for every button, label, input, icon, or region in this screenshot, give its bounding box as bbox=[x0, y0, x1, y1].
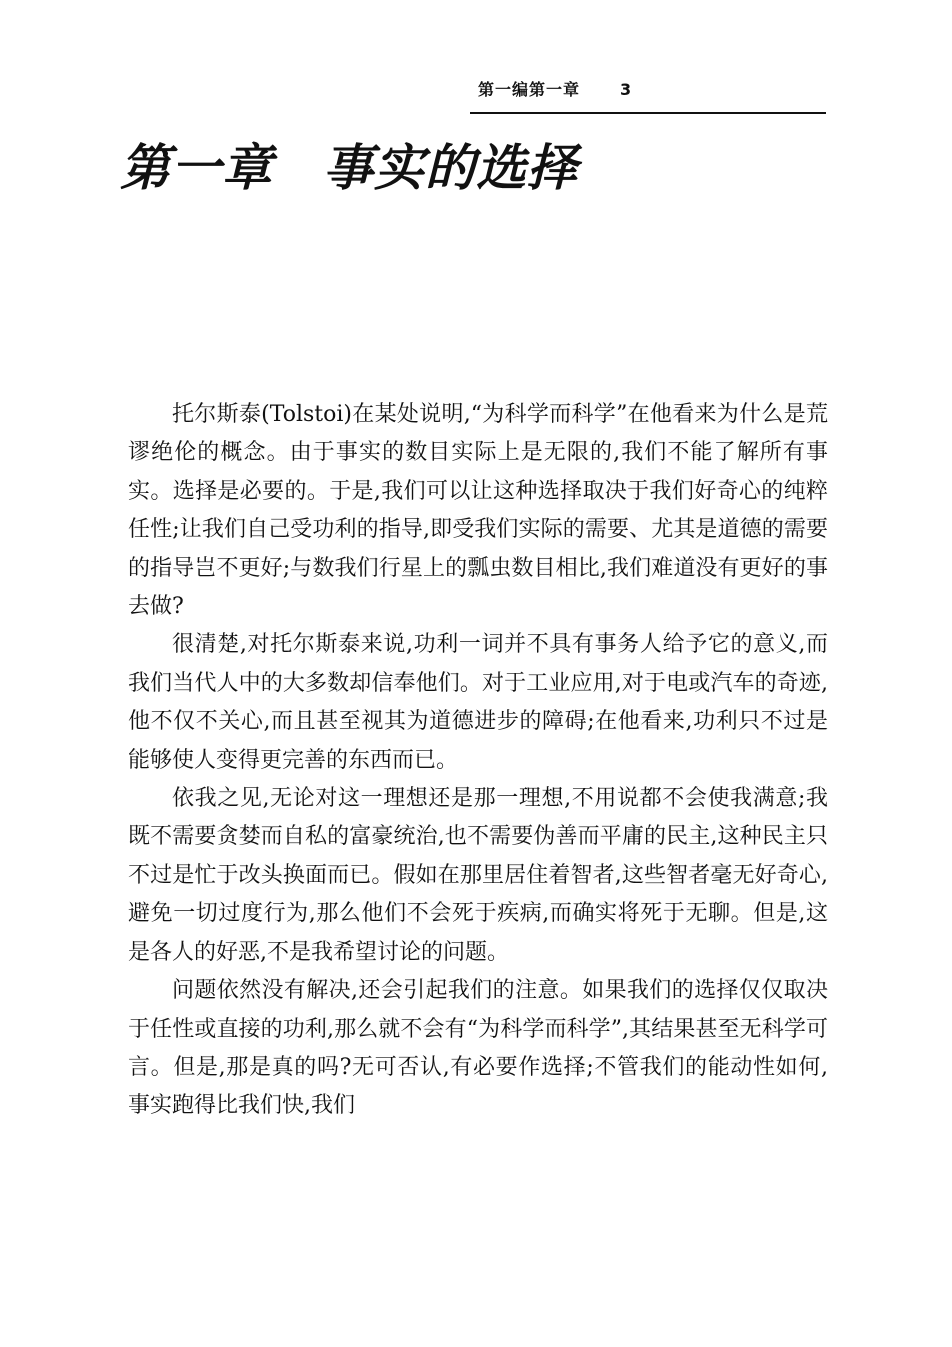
chapter-title bbox=[120, 138, 578, 198]
page-number: 3 bbox=[620, 80, 632, 99]
paragraph: 问题依然没有解决,还会引起我们的注意。如果我们的选择仅仅取决于任性或直接的功利,那么就不会有“为科学而科学”,其结果甚至无科学可言。但是,那是真的吗?无可否认,有必要作选择;不管我们的能动性如何,事实跑得比我们快,我们 bbox=[128, 978, 828, 1119]
running-header bbox=[470, 78, 826, 114]
paragraph: 很清楚,对托尔斯泰来说,功利一词并不具有事务人给予它的意义,而我们当代人中的大多数却信奉他们。对于工业应用,对于电或汽车的奇迹,他不仅不关心,而且甚至视其为道德进步的障碍;在他看来,功利只不过是能够使人变得更完善的东西而已。 bbox=[128, 632, 828, 773]
paragraph: 托尔斯泰(Tolstoi)在某处说明,“为科学而科学”在他看来为什么是荒谬绝伦的概念。由于事实的数目实际上是无限的,我们不能了解所有事实。选择是必要的。于是,我们可以让这种选择取决于我们好奇心的纯粹任性;让我们自己受功利的指导,即受我们实际的需要、尤其是道德的需要的指导岂不更好;与数我们行星上的瓢虫数目相比,我们难道没有更好的事去做? bbox=[128, 402, 828, 620]
running-header-section: 第一编第一章 bbox=[478, 80, 581, 99]
chapter-title-text: 事实的选择 bbox=[323, 139, 578, 197]
body-text bbox=[128, 396, 828, 1126]
paragraph: 依我之见,无论对这一理想还是那一理想,不用说都不会使我满意;我既不需要贪婪而自私的富豪统治,也不需要伪善而平庸的民主,这种民主只不过是忙于改头换面而已。假如在那里居住着智者,这些智者毫无好奇心,避免一切过度行为,那么他们不会死于疾病,而确实将死于无聊。但是,这是各人的好恶,不是我希望讨论的问题。 bbox=[128, 786, 828, 965]
chapter-number: 第一章 bbox=[120, 139, 273, 197]
